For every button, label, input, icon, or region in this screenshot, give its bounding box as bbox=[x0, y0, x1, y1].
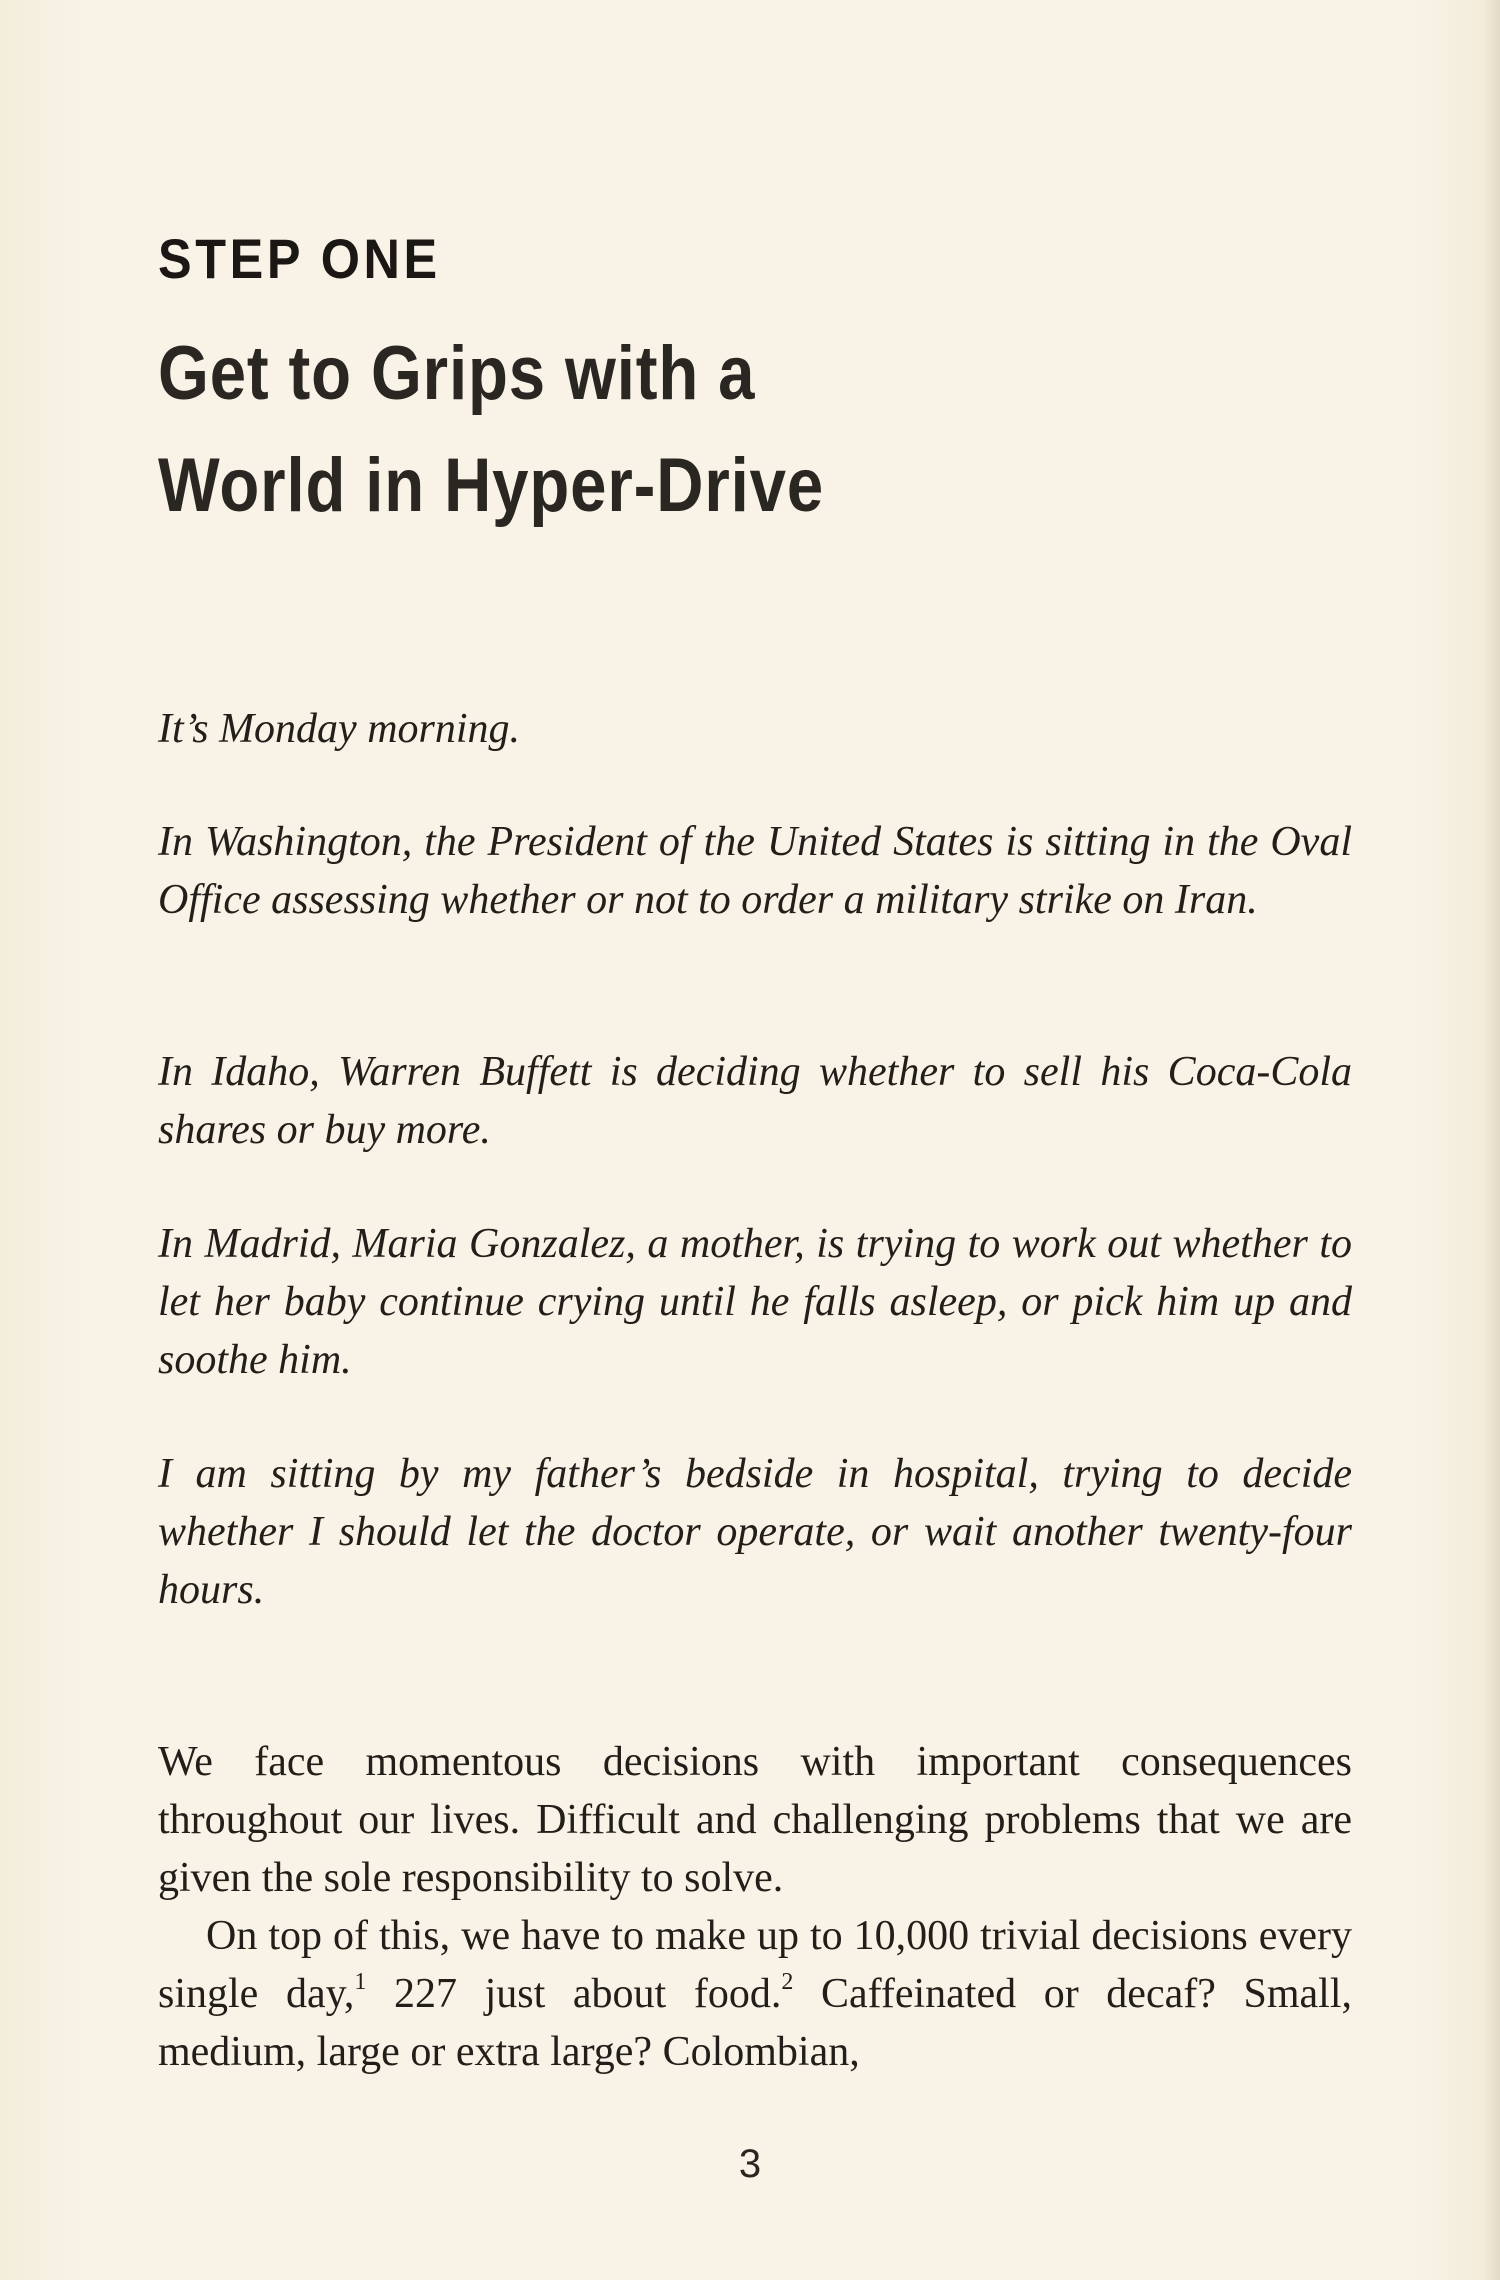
chapter-title-line-1: Get to Grips with a bbox=[158, 331, 756, 416]
body-paragraph bbox=[158, 1907, 1352, 2081]
italic-paragraph: In Madrid, Maria Gonzalez, a mother, is trying to work out whether to let her baby continue crying until he falls asleep, or pick him up and soothe him. bbox=[158, 1221, 1352, 1383]
footnote-marker: 2 bbox=[781, 1969, 794, 1995]
body-text-segment: On top of this, we have to make up to 10,000 trivial decisions every single day, bbox=[158, 1913, 1352, 2017]
chapter-title-line-2: World in Hyper-Drive bbox=[158, 443, 825, 528]
italic-paragraph: I am sitting by my father’s bedside in hospital, trying to decide whether I should let the doctor operate, or wait another twenty-four hours. bbox=[158, 1451, 1352, 1613]
footnote-marker: 1 bbox=[354, 1969, 367, 1995]
body-text-segment: Caffeinated or decaf? Small, medium, large or extra large? Colombian, bbox=[158, 1971, 1352, 2075]
chapter-title bbox=[158, 318, 1190, 542]
body-paragraph: We face momentous decisions with important consequences throughout our lives. Difficult and challenging problems that we are given the sole responsibility to solve. bbox=[158, 1739, 1352, 1901]
italic-paragraph: It’s Monday morning. bbox=[158, 706, 521, 752]
body-text-segment: 227 just about food. bbox=[366, 1971, 782, 2017]
chapter-label: STEP ONE bbox=[158, 227, 441, 290]
page-number: 3 bbox=[738, 2142, 762, 2186]
page-edge-shadow bbox=[1484, 0, 1500, 2280]
italic-paragraph: In Idaho, Warren Buffett is deciding whether to sell his Coca-Cola shares or buy more. bbox=[158, 1049, 1352, 1153]
italic-paragraph: In Washington, the President of the United States is sitting in the Oval Office assessing whether or not to order a military strike on Iran. bbox=[158, 819, 1352, 923]
